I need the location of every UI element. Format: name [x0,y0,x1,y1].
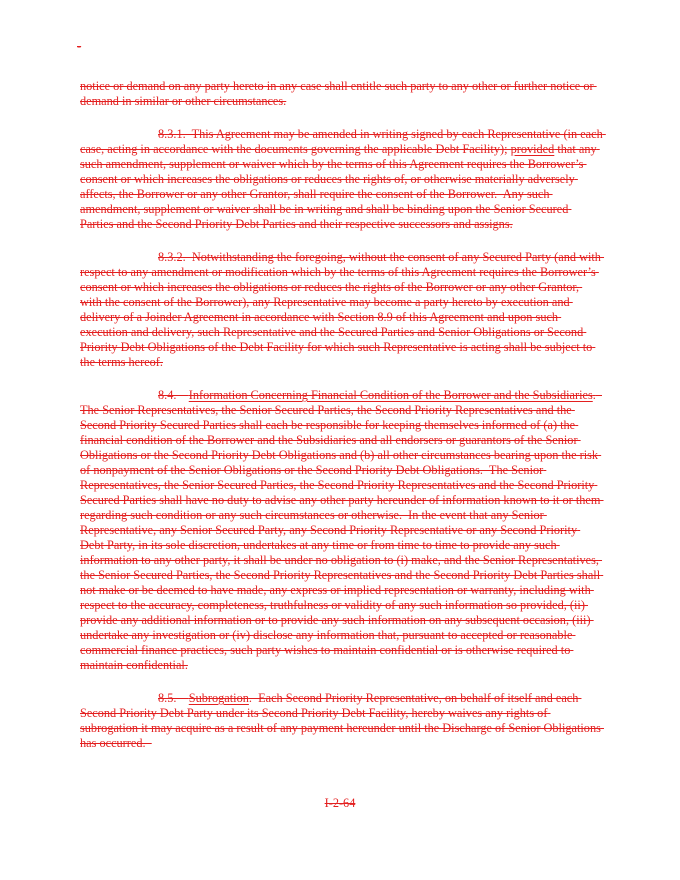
paragraph-8-3-2 [80,250,603,370]
deleted-text-run: 8.4. [158,388,189,402]
document-body [80,79,606,769]
page-number: I-2-64 [324,796,356,810]
deleted-text-run: . The Senior Representatives, the Senior Secured Parties, the Second Priority Representatives and the Second Priority Secured Parties shall each be responsible for keeping themselves informed of (a) the financial condition of the Borrower and the Subsidiaries and all endorsers or guarantors of the Senior Obligations or the Second Priority Debt Obligations and (b) all other circumstances bearing upon the risk of nonpayment of the Senior Obligations or the Second Priority Debt Obligations. The Senior Representatives, the Senior Secured Parties, the Second Priority Representatives and the Second Priority Secured Parties shall have no duty to advise any other party hereunder of information known to it or them regarding such condition or any such circumstances or otherwise. In the event that any Senior Representative, any Senior Secured Party, any Second Priority Representative or any Second Priority Debt Party, in its sole discretion, undertakes at any time or from time to time to provide any such information to any other party, it shall be under no obligation to (i) make, and the Senior Representatives, the Senior Secured Parties, the Second Priority Representatives and the Second Priority Debt Parties shall not make or be deemed to have made, any express or implied representation or warranty, including with respect to the accuracy, completeness, truthfulness or validity of any such information so provided, (ii) provide any additional information or to provide any such information on any subsequent occasion, (iii) undertake any investigation or (iv) disclose any information that, pursuant to accepted or reasonable commercial finance practices, such party wishes to maintain confidential or is otherwise required to maintain confidential. [80,388,604,672]
paragraph-8-4 [80,388,603,673]
paragraph-notice-continuation [80,79,603,109]
deleted-text-run: notice or demand on any party hereto in any case shall entitle such party to any other or further notice or demand in similar or other circumstances. [80,79,597,108]
underlined-deleted-text: provided [510,142,555,156]
stray-deletion-mark: - [77,39,82,53]
deleted-text-run: 8.3.1. This Agreement may be amended in writing signed by each Representative (in each case, acting in accordance with the documents governing the applicable Debt Facility); [80,127,606,156]
deleted-text-run: . Each Second Priority Representative, on behalf of itself and each Second Priority Debt Party under its Second Priority Debt Facility, hereby waives any rights of subrogation it may acquire as a result of any payment hereunder until the Discharge of Senior Obligations has occurred. [80,691,604,750]
deleted-text-run: 8.3.2. Notwithstanding the foregoing, without the consent of any Secured Party (and with respect to any amendment or modification which by the terms of this Agreement requires the Borrower’s consent or which increases the obligations or reduces the rights of the Borrower or any other Grantor, with the consent of the Borrower), any Representative may become a party hereto by execution and delivery of a Joinder Agreement in accordance with Section 8.9 of this Agreement and upon such execution and delivery, such Representative and the Secured Parties and Senior Obligations or Second Priority Debt Obligations of the Debt Facility for which such Representative is acting shall be subject to the terms hereof. [80,250,605,369]
deleted-text-run: that any such amendment, supplement or waiver which by the terms of this Agreement requires the Borrower’s consent or which increases the obligations or reduces the rights of, or otherwise materially adversely affects, the Borrower or any other Grantor, shall require the consent of the Borrower. Any such amendment, supplement or waiver shall be in writing and shall be binding upon the Senior Secured Parties and the Second Priority Debt Parties and their respective successors and assigns. [80,142,600,231]
deleted-text-run: 8.5. [158,691,189,705]
underlined-deleted-text: Subrogation [188,691,249,705]
paragraph-8-3-1 [80,127,606,232]
underlined-deleted-text: Information Concerning Financial Condition of the Borrower and the Subsidiaries [188,388,593,402]
paragraph-8-5 [80,691,603,751]
